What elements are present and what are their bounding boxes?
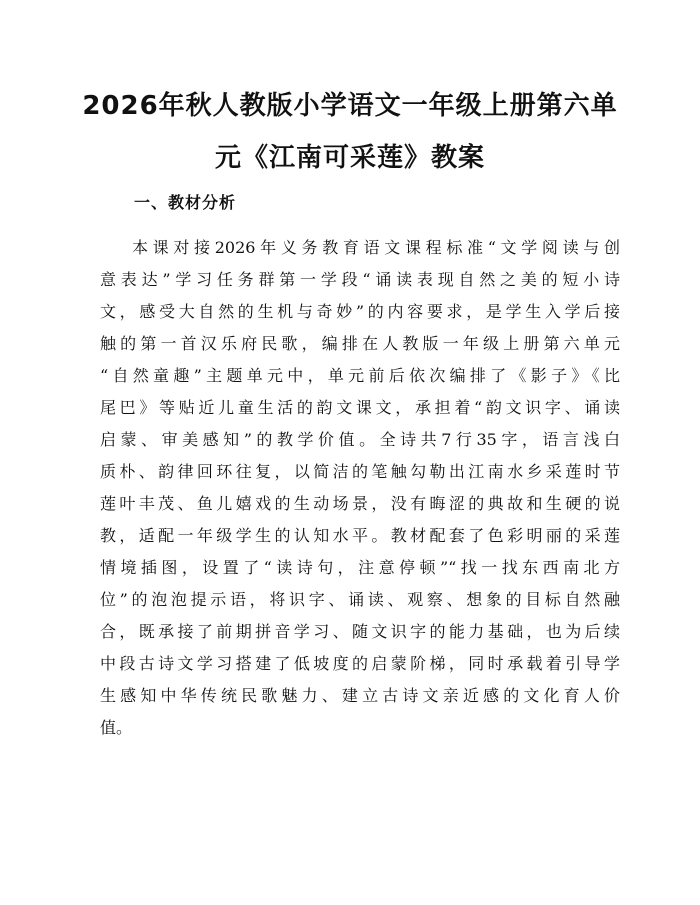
paragraph-line: 启蒙、审美感知”的教学价值。全诗共7行35字，语言浅白	[100, 430, 620, 449]
section-paragraph	[100, 232, 620, 744]
document-title	[60, 80, 640, 184]
paragraph-line: 位”的泡泡提示语，将识字、诵读、观察、想象的目标自然融	[100, 590, 620, 609]
paragraph-line: 中段古诗文学习搭建了低坡度的启蒙阶梯，同时承载着引导学	[100, 654, 620, 673]
paragraph-line: 教，适配一年级学生的认知水平。教材配套了色彩明丽的采莲	[100, 526, 620, 545]
paragraph-line: 尾巴》等贴近儿童生活的韵文课文，承担着“韵文识字、诵读	[100, 398, 620, 417]
paragraph-line: 质朴、韵律回环往复，以简洁的笔触勾勒出江南水乡采莲时节	[100, 462, 620, 481]
paragraph-line: 生感知中华传统民歌魅力、建立古诗文亲近感的文化育人价	[100, 686, 620, 705]
title-line-1: 2026年秋人教版小学语文一年级上册第六单	[82, 91, 618, 121]
paragraph-line: 情境插图，设置了“读诗句，注意停顿”“找一找东西南北方	[100, 558, 620, 577]
paragraph-line: “自然童趣”主题单元中，单元前后依次编排了《影子》《比	[100, 366, 620, 385]
section-heading-teaching-material-analysis: 一、教材分析	[134, 193, 237, 212]
paragraph-line: 触的第一首汉乐府民歌，编排在人教版一年级上册第六单元	[100, 334, 620, 353]
paragraph-line: 值。	[100, 718, 133, 737]
paragraph-line: 莲叶丰茂、鱼儿嬉戏的生动场景，没有晦涩的典故和生硬的说	[100, 494, 620, 513]
title-line-2: 元《江南可采莲》教案	[214, 143, 485, 173]
paragraph-line: 文，感受大自然的生机与奇妙”的内容要求，是学生入学后接	[100, 302, 620, 321]
paragraph-line: 意表达”学习任务群第一学段“诵读表现自然之美的短小诗	[100, 270, 620, 289]
paragraph-line: 合，既承接了前期拼音学习、随文识字的能力基础，也为后续	[100, 622, 620, 641]
paragraph-line: 本课对接2026年义务教育语文课程标准“文学阅读与创	[132, 238, 620, 257]
